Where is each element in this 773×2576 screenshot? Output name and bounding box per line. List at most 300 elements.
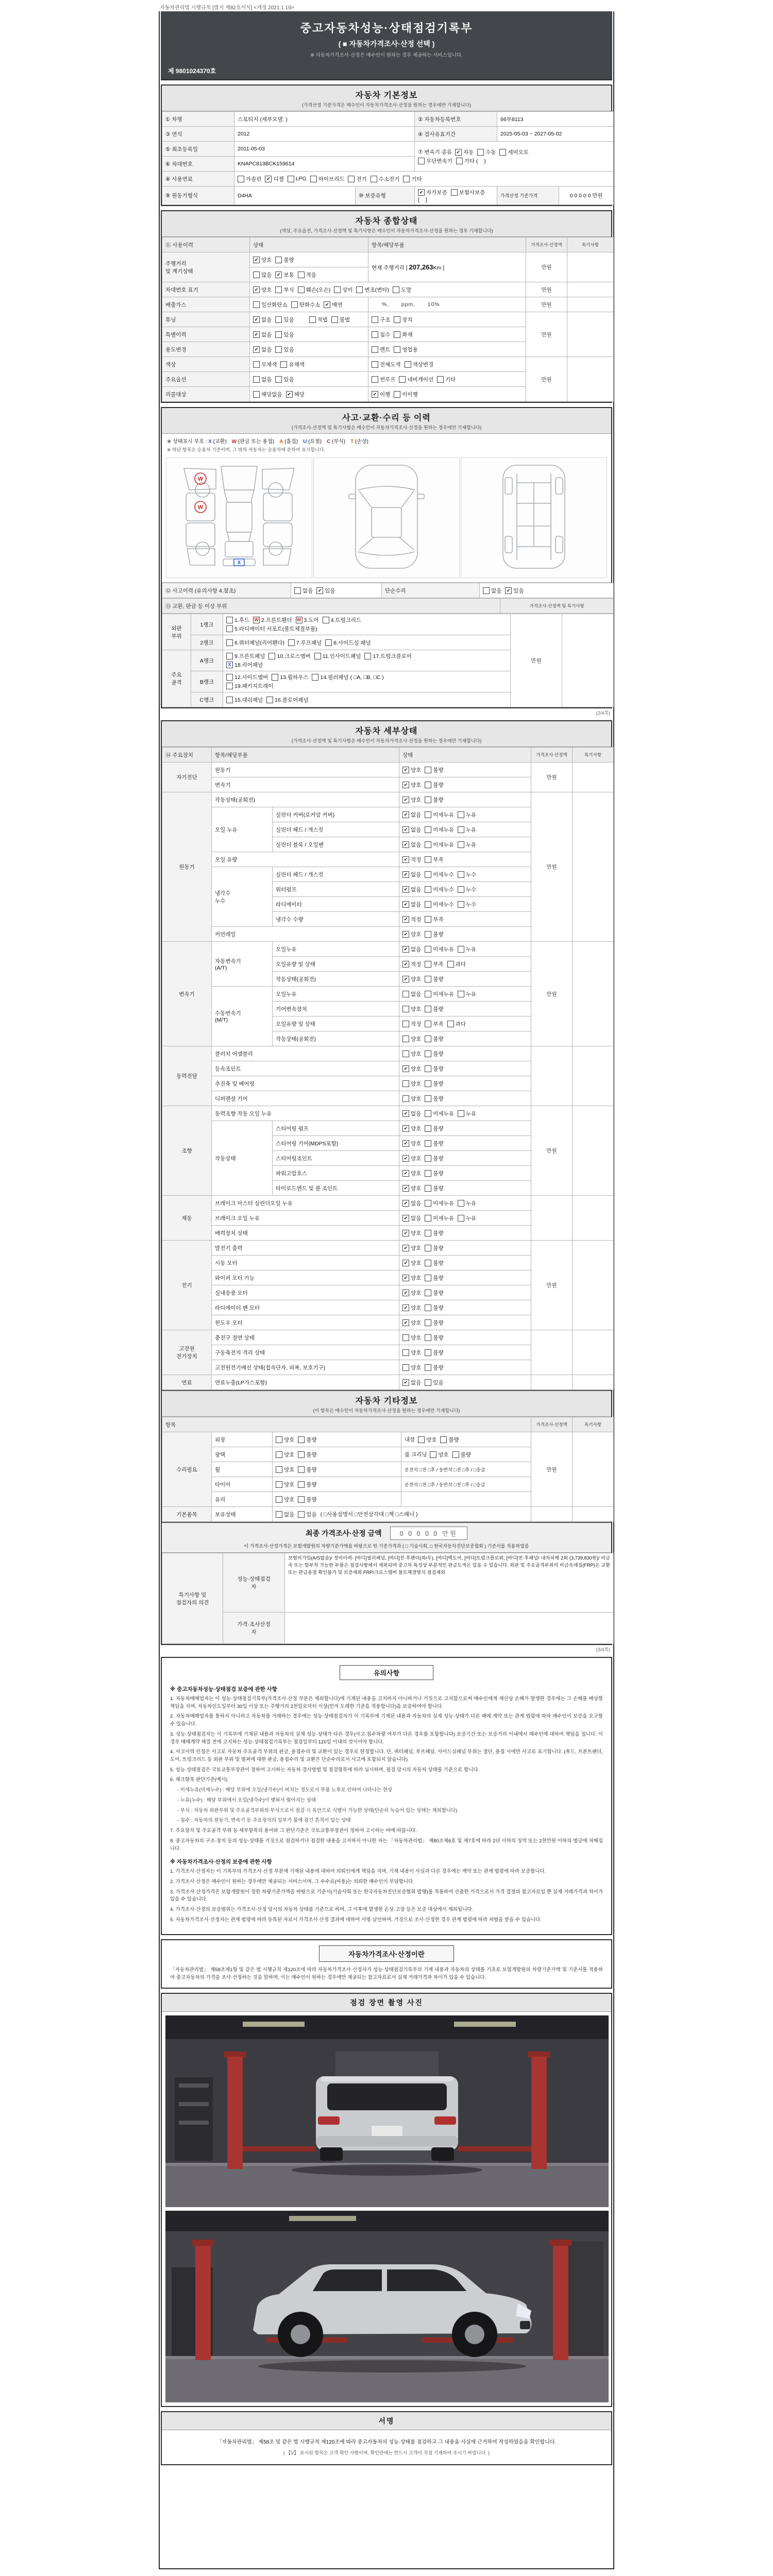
- checkbox-option[interactable]: [276, 1511, 294, 1518]
- checkbox-off-icon[interactable]: [298, 1511, 305, 1518]
- checkbox-option[interactable]: [402, 1110, 421, 1117]
- checkbox-off-icon[interactable]: [268, 653, 275, 659]
- checkbox-option[interactable]: [425, 1334, 443, 1342]
- checkbox-option[interactable]: [425, 960, 443, 968]
- checkbox-option[interactable]: [402, 1349, 421, 1357]
- checkbox-on-icon[interactable]: ✔: [402, 886, 409, 893]
- checkbox-off-icon[interactable]: [425, 1185, 431, 1192]
- checkbox-option[interactable]: [291, 301, 321, 309]
- checkbox-option[interactable]: [324, 301, 342, 309]
- checkbox-off-icon[interactable]: [425, 946, 431, 953]
- checkbox-on-icon[interactable]: ✔: [265, 176, 272, 182]
- checkbox-off-icon[interactable]: [477, 149, 484, 156]
- checkbox-off-icon[interactable]: [425, 1006, 431, 1012]
- checkbox-option[interactable]: [458, 871, 476, 878]
- checkbox-off-icon[interactable]: [447, 961, 454, 968]
- checkbox-option[interactable]: [456, 157, 486, 165]
- checkbox-on-icon[interactable]: ✔: [402, 976, 409, 982]
- checkbox-off-icon[interactable]: [402, 1036, 409, 1042]
- checkbox-off-icon[interactable]: [456, 158, 463, 164]
- checkbox-option[interactable]: [505, 587, 524, 595]
- checkbox-option[interactable]: [372, 376, 395, 383]
- checkbox-off-icon[interactable]: [394, 316, 400, 323]
- checkbox-on-icon[interactable]: ✔: [253, 257, 260, 263]
- checkbox-off-icon[interactable]: [275, 316, 282, 323]
- checkbox-option[interactable]: [294, 587, 313, 595]
- checkbox-option[interactable]: [310, 175, 345, 183]
- checkbox-on-icon[interactable]: ✔: [402, 916, 409, 923]
- checkbox-option[interactable]: [425, 826, 454, 834]
- checkbox-option[interactable]: [451, 189, 485, 196]
- checkbox-option[interactable]: [499, 148, 529, 156]
- checkbox-option[interactable]: [402, 945, 421, 953]
- checkbox-option[interactable]: [477, 148, 496, 156]
- checkbox-on-icon[interactable]: ✔: [402, 1245, 409, 1251]
- checkbox-off-icon[interactable]: [425, 1125, 431, 1132]
- checkbox-option[interactable]: [402, 1304, 421, 1312]
- checkbox-on-icon[interactable]: ✔: [402, 1155, 409, 1162]
- checkbox-off-icon[interactable]: [402, 1095, 409, 1102]
- checkbox-option[interactable]: [402, 1244, 421, 1252]
- checkbox-off-icon[interactable]: [402, 1021, 409, 1027]
- checkbox-option[interactable]: [402, 1125, 421, 1132]
- checkbox-off-icon[interactable]: [402, 1006, 409, 1012]
- checkbox-option[interactable]: [280, 361, 304, 368]
- checkbox-option[interactable]: [265, 175, 283, 183]
- checkbox-off-icon[interactable]: [298, 1496, 305, 1503]
- checkbox-off-icon[interactable]: [425, 1200, 431, 1207]
- checkbox-option[interactable]: [447, 1020, 466, 1028]
- checkbox-on-icon[interactable]: ✔: [402, 901, 409, 908]
- checkbox-option[interactable]: [312, 673, 383, 681]
- checkbox-option[interactable]: [447, 960, 466, 968]
- checkbox-off-icon[interactable]: [458, 841, 464, 848]
- checkbox-option[interactable]: [275, 256, 294, 264]
- checkbox-off-icon[interactable]: [226, 674, 233, 681]
- checkbox-off-icon[interactable]: [425, 901, 431, 908]
- checkbox-option[interactable]: [425, 1050, 443, 1058]
- checkbox-off-icon[interactable]: [226, 683, 233, 689]
- checkbox-option[interactable]: [402, 901, 421, 908]
- checkbox-option[interactable]: [458, 886, 476, 893]
- checkbox-option[interactable]: [226, 696, 263, 704]
- checkbox-option[interactable]: [372, 316, 390, 324]
- checkbox-option[interactable]: [402, 856, 421, 863]
- checkbox-on-icon[interactable]: ✔: [402, 1215, 409, 1222]
- checkbox-option[interactable]: [393, 286, 411, 294]
- checkbox-option[interactable]: [253, 256, 272, 264]
- checkbox-option[interactable]: [402, 1259, 421, 1267]
- checkbox-option[interactable]: [402, 1229, 421, 1237]
- checkbox-off-icon[interactable]: [356, 286, 363, 293]
- checkbox-off-icon[interactable]: [440, 1436, 447, 1443]
- checkbox-option[interactable]: [276, 1481, 294, 1488]
- checkbox-off-icon[interactable]: [291, 301, 298, 308]
- checkbox-off-icon[interactable]: [425, 916, 431, 923]
- checkbox-option[interactable]: [402, 1035, 421, 1043]
- checkbox-off-icon[interactable]: [458, 886, 464, 893]
- checkbox-option[interactable]: [425, 811, 454, 819]
- checkbox-on-icon[interactable]: ✔: [402, 1290, 409, 1296]
- checkbox-option[interactable]: [402, 975, 421, 983]
- checkbox-on-icon[interactable]: ✔: [402, 1319, 409, 1326]
- checkbox-off-icon[interactable]: [425, 1230, 431, 1236]
- checkbox-off-icon[interactable]: [298, 1436, 305, 1443]
- checkbox-X-icon[interactable]: X: [226, 662, 233, 668]
- checkbox-off-icon[interactable]: [458, 1200, 464, 1207]
- checkbox-on-icon[interactable]: ✔: [402, 946, 409, 953]
- checkbox-option[interactable]: [402, 886, 421, 893]
- checkbox-option[interactable]: [430, 1451, 448, 1459]
- checkbox-option[interactable]: [298, 1481, 316, 1488]
- checkbox-off-icon[interactable]: [405, 361, 411, 368]
- checkbox-off-icon[interactable]: [425, 1245, 431, 1251]
- checkbox-option[interactable]: [331, 316, 350, 324]
- checkbox-option[interactable]: [402, 1364, 421, 1371]
- checkbox-option[interactable]: [425, 1184, 443, 1192]
- checkbox-off-icon[interactable]: [425, 1349, 431, 1356]
- checkbox-off-icon[interactable]: [298, 1481, 305, 1488]
- checkbox-on-icon[interactable]: ✔: [402, 841, 409, 848]
- checkbox-off-icon[interactable]: [364, 653, 371, 659]
- checkbox-W-icon[interactable]: W: [296, 617, 303, 623]
- checkbox-off-icon[interactable]: [425, 1095, 431, 1102]
- checkbox-option[interactable]: [298, 271, 316, 279]
- checkbox-option[interactable]: [348, 175, 366, 183]
- checkbox-off-icon[interactable]: [447, 1021, 454, 1027]
- checkbox-off-icon[interactable]: [402, 991, 409, 997]
- checkbox-off-icon[interactable]: [298, 286, 305, 293]
- checkbox-option[interactable]: [276, 1451, 294, 1459]
- checkbox-option[interactable]: [275, 376, 294, 383]
- checkbox-off-icon[interactable]: [309, 316, 316, 323]
- checkbox-off-icon[interactable]: [253, 361, 260, 368]
- checkbox-off-icon[interactable]: [425, 811, 431, 818]
- checkbox-off-icon[interactable]: [451, 189, 458, 196]
- checkbox-off-icon[interactable]: [403, 176, 410, 182]
- checkbox-option[interactable]: [425, 1364, 443, 1371]
- checkbox-option[interactable]: [275, 331, 294, 338]
- checkbox-option[interactable]: [309, 316, 328, 324]
- checkbox-option[interactable]: [425, 1199, 454, 1207]
- checkbox-option[interactable]: [425, 1155, 443, 1162]
- checkbox-off-icon[interactable]: [323, 617, 329, 623]
- checkbox-off-icon[interactable]: [425, 1379, 431, 1386]
- checkbox-option[interactable]: [425, 975, 443, 983]
- checkbox-option[interactable]: [226, 616, 249, 624]
- checkbox-option[interactable]: [425, 1259, 443, 1267]
- checkbox-on-icon[interactable]: ✔: [402, 796, 409, 803]
- checkbox-off-icon[interactable]: [402, 1334, 409, 1341]
- checkbox-off-icon[interactable]: [298, 1451, 305, 1458]
- checkbox-on-icon[interactable]: ✔: [402, 1379, 409, 1386]
- checkbox-off-icon[interactable]: [275, 331, 282, 338]
- checkbox-off-icon[interactable]: [226, 625, 233, 632]
- checkbox-option[interactable]: [394, 391, 417, 398]
- checkbox-option[interactable]: [425, 1140, 443, 1147]
- checkbox-option[interactable]: [356, 286, 389, 294]
- checkbox-option[interactable]: [253, 346, 272, 353]
- checkbox-off-icon[interactable]: [276, 1436, 282, 1443]
- checkbox-off-icon[interactable]: [458, 1110, 464, 1117]
- checkbox-off-icon[interactable]: [310, 176, 317, 182]
- checkbox-off-icon[interactable]: [499, 149, 506, 156]
- checkbox-option[interactable]: [372, 361, 401, 368]
- checkbox-option[interactable]: [425, 781, 443, 789]
- checkbox-off-icon[interactable]: [425, 1304, 431, 1311]
- checkbox-off-icon[interactable]: [226, 697, 233, 703]
- checkbox-option[interactable]: [298, 1466, 316, 1473]
- checkbox-option[interactable]: [458, 1199, 476, 1207]
- checkbox-option[interactable]: [253, 286, 272, 294]
- checkbox-option[interactable]: [402, 1319, 421, 1327]
- checkbox-on-icon[interactable]: ✔: [316, 587, 323, 594]
- checkbox-option[interactable]: [483, 587, 501, 595]
- checkbox-off-icon[interactable]: [458, 826, 464, 833]
- checkbox-off-icon[interactable]: [226, 639, 233, 646]
- checkbox-option[interactable]: [402, 1184, 421, 1192]
- checkbox-option[interactable]: [276, 1496, 294, 1503]
- checkbox-option[interactable]: [394, 316, 412, 324]
- checkbox-on-icon[interactable]: ✔: [275, 272, 282, 278]
- checkbox-option[interactable]: [334, 286, 352, 294]
- checkbox-option[interactable]: [425, 945, 454, 953]
- checkbox-on-icon[interactable]: ✔: [402, 1125, 409, 1132]
- checkbox-option[interactable]: [253, 271, 272, 279]
- checkbox-off-icon[interactable]: [425, 782, 431, 788]
- checkbox-option[interactable]: [275, 286, 294, 294]
- checkbox-off-icon[interactable]: [458, 946, 464, 953]
- checkbox-on-icon[interactable]: ✔: [253, 346, 260, 353]
- checkbox-on-icon[interactable]: ✔: [402, 1140, 409, 1147]
- checkbox-on-icon[interactable]: ✔: [324, 301, 330, 308]
- checkbox-option[interactable]: [402, 1379, 421, 1386]
- checkbox-on-icon[interactable]: ✔: [253, 316, 260, 323]
- checkbox-off-icon[interactable]: [253, 376, 260, 383]
- checkbox-option[interactable]: [288, 176, 307, 182]
- checkbox-on-icon[interactable]: ✔: [402, 767, 409, 773]
- checkbox-option[interactable]: [402, 1155, 421, 1162]
- checkbox-off-icon[interactable]: [458, 1215, 464, 1222]
- checkbox-option[interactable]: [402, 1080, 421, 1088]
- checkbox-off-icon[interactable]: [458, 811, 464, 818]
- checkbox-on-icon[interactable]: ✔: [402, 1065, 409, 1072]
- checkbox-off-icon[interactable]: [425, 1080, 431, 1087]
- checkbox-option[interactable]: [425, 856, 443, 863]
- checkbox-off-icon[interactable]: [272, 674, 278, 681]
- checkbox-option[interactable]: [402, 1065, 421, 1073]
- checkbox-off-icon[interactable]: [425, 1170, 431, 1177]
- checkbox-off-icon[interactable]: [253, 391, 260, 398]
- checkbox-off-icon[interactable]: [393, 286, 399, 293]
- checkbox-on-icon[interactable]: ✔: [402, 1200, 409, 1207]
- checkbox-option[interactable]: [402, 1005, 421, 1013]
- checkbox-option[interactable]: [276, 1466, 294, 1473]
- checkbox-option[interactable]: [403, 175, 422, 183]
- checkbox-option[interactable]: [425, 901, 454, 908]
- checkbox-option[interactable]: [402, 826, 421, 834]
- checkbox-off-icon[interactable]: [394, 346, 400, 353]
- checkbox-option[interactable]: [372, 331, 390, 338]
- checkbox-option[interactable]: [402, 766, 421, 774]
- checkbox-on-icon[interactable]: ✔: [455, 149, 462, 156]
- checkbox-option[interactable]: [458, 826, 476, 834]
- checkbox-off-icon[interactable]: [348, 176, 355, 182]
- checkbox-off-icon[interactable]: [425, 1215, 431, 1222]
- checkbox-option[interactable]: [425, 1214, 454, 1222]
- checkbox-off-icon[interactable]: [276, 1511, 282, 1518]
- checkbox-option[interactable]: [298, 1436, 316, 1444]
- checkbox-off-icon[interactable]: [425, 1065, 431, 1072]
- checkbox-off-icon[interactable]: [437, 376, 444, 383]
- checkbox-option[interactable]: [226, 673, 268, 681]
- checkbox-W-icon[interactable]: W: [253, 617, 260, 623]
- checkbox-option[interactable]: [425, 1349, 443, 1357]
- checkbox-option[interactable]: [238, 175, 261, 183]
- checkbox-off-icon[interactable]: [399, 376, 406, 383]
- checkbox-off-icon[interactable]: [288, 176, 294, 182]
- checkbox-off-icon[interactable]: [226, 617, 233, 623]
- checkbox-off-icon[interactable]: [371, 176, 377, 182]
- checkbox-off-icon[interactable]: [253, 301, 260, 308]
- checkbox-option[interactable]: [405, 361, 434, 368]
- checkbox-option[interactable]: [418, 157, 452, 165]
- checkbox-option[interactable]: [425, 1379, 443, 1386]
- checkbox-off-icon[interactable]: [238, 176, 244, 182]
- checkbox-off-icon[interactable]: [298, 1466, 305, 1473]
- checkbox-option[interactable]: [425, 1065, 443, 1073]
- checkbox-option[interactable]: [298, 1496, 316, 1503]
- checkbox-off-icon[interactable]: [372, 361, 378, 368]
- checkbox-option[interactable]: [425, 841, 454, 849]
- checkbox-option[interactable]: [402, 990, 421, 998]
- checkbox-off-icon[interactable]: [425, 991, 431, 997]
- checkbox-option[interactable]: [425, 916, 443, 923]
- checkbox-off-icon[interactable]: [425, 1275, 431, 1281]
- checkbox-option[interactable]: [458, 945, 476, 953]
- checkbox-option[interactable]: [402, 841, 421, 849]
- checkbox-off-icon[interactable]: [402, 1080, 409, 1087]
- checkbox-on-icon[interactable]: ✔: [418, 189, 425, 196]
- checkbox-option[interactable]: [325, 639, 371, 647]
- checkbox-option[interactable]: [425, 1319, 443, 1327]
- checkbox-option[interactable]: [402, 1199, 421, 1207]
- checkbox-off-icon[interactable]: [298, 272, 305, 278]
- checkbox-on-icon[interactable]: ✔: [372, 391, 378, 398]
- checkbox-off-icon[interactable]: [430, 1451, 436, 1458]
- checkbox-on-icon[interactable]: ✔: [402, 782, 409, 788]
- checkbox-off-icon[interactable]: [425, 871, 431, 878]
- checkbox-option[interactable]: [253, 331, 272, 338]
- checkbox-option[interactable]: [402, 1274, 421, 1282]
- checkbox-option[interactable]: [226, 652, 265, 660]
- checkbox-option[interactable]: [402, 1020, 421, 1028]
- checkbox-off-icon[interactable]: [425, 1334, 431, 1341]
- checkbox-option[interactable]: [272, 673, 308, 681]
- checkbox-on-icon[interactable]: ✔: [402, 1304, 409, 1311]
- checkbox-option[interactable]: [226, 625, 317, 633]
- checkbox-off-icon[interactable]: [452, 1451, 459, 1458]
- checkbox-off-icon[interactable]: [226, 653, 233, 659]
- checkbox-option[interactable]: [298, 1511, 316, 1518]
- checkbox-option[interactable]: [402, 1140, 421, 1147]
- checkbox-option[interactable]: [455, 148, 474, 156]
- checkbox-off-icon[interactable]: [425, 1110, 431, 1117]
- checkbox-option[interactable]: [253, 301, 288, 309]
- checkbox-option[interactable]: [314, 652, 361, 660]
- checkbox-on-icon[interactable]: ✔: [402, 931, 409, 938]
- checkbox-off-icon[interactable]: [253, 272, 260, 278]
- checkbox-option[interactable]: [402, 871, 421, 878]
- checkbox-on-icon[interactable]: ✔: [402, 1110, 409, 1117]
- checkbox-option[interactable]: [452, 1451, 471, 1459]
- checkbox-off-icon[interactable]: [280, 361, 287, 368]
- checkbox-off-icon[interactable]: [402, 1364, 409, 1371]
- checkbox-option[interactable]: [425, 1035, 443, 1043]
- checkbox-off-icon[interactable]: [275, 376, 282, 383]
- checkbox-off-icon[interactable]: [334, 286, 341, 293]
- checkbox-off-icon[interactable]: [276, 1451, 282, 1458]
- checkbox-option[interactable]: [276, 1436, 294, 1444]
- checkbox-option[interactable]: [425, 871, 454, 878]
- checkbox-option[interactable]: [425, 1125, 443, 1132]
- checkbox-option[interactable]: [458, 990, 476, 998]
- checkbox-off-icon[interactable]: [425, 1290, 431, 1296]
- checkbox-off-icon[interactable]: [425, 1260, 431, 1266]
- checkbox-off-icon[interactable]: [294, 587, 301, 594]
- checkbox-off-icon[interactable]: [425, 886, 431, 893]
- checkbox-option[interactable]: [402, 781, 421, 789]
- checkbox-off-icon[interactable]: [402, 1050, 409, 1057]
- checkbox-off-icon[interactable]: [425, 1364, 431, 1371]
- checkbox-option[interactable]: [418, 1436, 436, 1444]
- checkbox-option[interactable]: [402, 930, 421, 938]
- checkbox-option[interactable]: [372, 391, 390, 398]
- checkbox-off-icon[interactable]: [458, 991, 464, 997]
- checkbox-off-icon[interactable]: [275, 257, 282, 263]
- checkbox-option[interactable]: [425, 796, 443, 804]
- checkbox-option[interactable]: [399, 376, 433, 383]
- checkbox-option[interactable]: [402, 1214, 421, 1222]
- checkbox-option[interactable]: [402, 1095, 421, 1103]
- checkbox-option[interactable]: [253, 376, 272, 383]
- checkbox-option[interactable]: [275, 271, 294, 279]
- checkbox-option[interactable]: [402, 1289, 421, 1297]
- checkbox-off-icon[interactable]: [458, 901, 464, 908]
- checkbox-off-icon[interactable]: [418, 158, 425, 164]
- checkbox-option[interactable]: [323, 616, 361, 624]
- checkbox-option[interactable]: [275, 346, 294, 353]
- checkbox-option[interactable]: [458, 1214, 476, 1222]
- checkbox-off-icon[interactable]: [372, 316, 378, 323]
- checkbox-option[interactable]: [288, 639, 322, 647]
- checkbox-on-icon[interactable]: ✔: [402, 826, 409, 833]
- checkbox-option[interactable]: [402, 960, 421, 968]
- checkbox-option[interactable]: [425, 1080, 443, 1088]
- checkbox-off-icon[interactable]: [458, 871, 464, 878]
- checkbox-option[interactable]: [402, 1170, 421, 1177]
- checkbox-option[interactable]: [458, 1110, 476, 1117]
- checkbox-on-icon[interactable]: ✔: [402, 871, 409, 878]
- checkbox-option[interactable]: [402, 916, 421, 923]
- checkbox-option[interactable]: [296, 616, 319, 624]
- checkbox-off-icon[interactable]: [314, 653, 321, 659]
- checkbox-option[interactable]: [298, 1451, 316, 1459]
- checkbox-off-icon[interactable]: [275, 346, 282, 353]
- checkbox-option[interactable]: [425, 1095, 443, 1103]
- checkbox-option[interactable]: [253, 361, 277, 368]
- checkbox-off-icon[interactable]: [418, 1436, 425, 1443]
